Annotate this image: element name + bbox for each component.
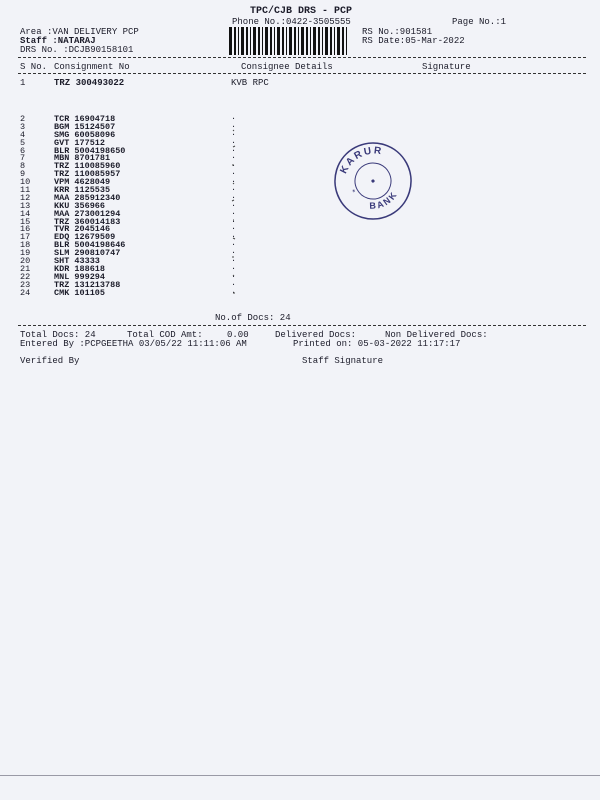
row-consignment-number: EDQ 12679509 [54,232,116,243]
row-consignment-number: BLR 5004198650 [54,145,126,156]
row-dot-mark: . [231,143,237,154]
row-dot-mark: . [231,230,237,241]
row-dot-mark: . [231,175,237,186]
row-consignment-number: MAA 285912340 [54,192,121,203]
row-dot-mark: . [231,198,237,209]
staff-label: Staff :NATARAJ [20,36,96,46]
column-consignee: Consignee Details [241,62,333,72]
row-dot-mark: . [231,135,237,146]
barcode-bar [298,27,299,55]
row-consignment-number: SHT 43333 [54,256,100,267]
row-consignment-number: KDR 188618 [54,263,106,274]
row-sno: 21 [20,263,31,274]
row-sno: 2 [20,114,26,124]
row-consignment-number: SMG 60058096 [54,129,116,140]
page-number: Page No.:1 [452,17,507,27]
non-delivered-docs: Non Delivered Docs: [385,330,488,340]
column-sno: S No. [20,62,48,72]
row-dot-mark: . [231,190,237,201]
row-sno: 14 [20,208,31,219]
document-title: TPC/CJB DRS - PCP [250,6,353,17]
row-consignment-number: BLR 5004198646 [54,240,126,251]
row-sno: 15 [20,216,31,227]
svg-text:*: * [350,188,360,199]
barcode-bar [337,27,340,55]
barcode-bar [262,27,263,55]
row-dot-mark: . [231,285,237,296]
barcode-bar [313,27,316,55]
row-consignment-number: MBN 8701781 [54,153,111,164]
barcode-bar [310,27,311,55]
barcode-bar [334,27,335,55]
row-dot-mark: . [231,261,237,272]
row-dot-mark: . [231,238,237,249]
row-sno: 3 [20,121,26,132]
header-divider [18,57,586,58]
verified-by: Verified By [20,356,80,366]
barcode-bar [258,27,260,55]
barcode [229,27,351,55]
barcode-bar [253,27,256,55]
column-consignment: Consignment No [54,62,130,72]
row-consignment-number: KRR 1125535 [54,185,111,196]
entered-by: Entered By :PCPGEETHA 03/05/22 11:11:06 AM [20,339,247,349]
bank-stamp [332,140,414,222]
row-dot-mark: . [231,254,237,265]
drs-number: DRS No. :DCJB90158101 [20,45,134,55]
barcode-bar [241,27,244,55]
row-dot-mark: . [231,127,237,138]
staff-signature: Staff Signature [302,356,384,366]
row-sno: 4 [20,129,26,140]
row-1-consignment: TRZ 300493022 [54,78,125,88]
phone-number: Phone No.:0422-3505555 [232,17,351,27]
signature-scribble [228,125,242,305]
row-consignment-number: TRZ 360014183 [54,216,121,227]
row-sno: 18 [20,240,31,251]
row-consignment-number: TCR 16904718 [54,114,116,124]
row-consignment-number: VPM 4628049 [54,177,111,188]
column-signature: Signature [422,62,471,72]
barcode-bar [294,27,296,55]
row-sno: 8 [20,161,26,172]
barcode-bar [289,27,292,55]
barcode-bar [282,27,284,55]
stamp-bottom-text: BANK [369,188,400,211]
stamp-top-text: KARUR [338,145,384,176]
row-dot-mark: . [231,112,237,122]
row-consignment-number: MAA 273001294 [54,208,121,219]
scan-edge-line [0,775,600,776]
row-dot-mark: . [231,151,237,162]
barcode-bar [306,27,308,55]
row-consignment-number: TVR 2045146 [54,224,111,235]
barcode-bar [246,27,248,55]
row-consignment-number: KKU 356966 [54,200,106,211]
row-consignment-number: TRZ 110085960 [54,161,121,172]
row-sno: 23 [20,279,31,290]
rs-date: RS Date:05-Mar-2022 [362,36,465,46]
row-sno: 6 [20,145,26,156]
barcode-bar [286,27,287,55]
row-sno: 12 [20,192,31,203]
row-dot-mark: . [231,277,237,288]
barcode-bar [325,27,328,55]
barcode-bar [301,27,304,55]
row-sno: 24 [20,287,31,298]
barcode-bar [322,27,323,55]
barcode-bar [318,27,320,55]
barcode-bar [234,27,236,55]
row-sno: 20 [20,256,31,267]
summary-divider [18,325,586,326]
row-dot-mark: . [231,183,237,194]
row-dot-mark: . [231,167,237,178]
row-dot-mark: . [231,206,237,217]
barcode-bar [277,27,280,55]
row-dot-mark: . [231,222,237,233]
row-sno: 11 [20,185,31,196]
barcode-bar [346,27,347,55]
row-1-sno: 1 [20,78,26,88]
row-dot-mark: . [231,214,237,225]
barcode-bar [238,27,239,55]
row-consignment-number: BGM 15124507 [54,121,116,132]
row-sno: 10 [20,177,31,188]
barcode-bar [265,27,268,55]
delivered-docs: Delivered Docs: [275,330,357,340]
barcode-bar [229,27,232,55]
barcode-bar [330,27,332,55]
row-dot-mark: . [231,159,237,170]
row-sno: 13 [20,200,31,211]
columns-divider [18,73,586,74]
row-sno: 5 [20,137,26,148]
row-sno: 7 [20,153,26,164]
row-consignment-number: MNL 999294 [54,271,106,282]
total-docs: Total Docs: 24 [20,330,96,340]
total-cod-value: 0.00 [227,330,249,340]
row-sno: 22 [20,271,31,282]
row-dot-mark: . [231,269,237,280]
rs-number: RS No.:901581 [362,27,433,37]
barcode-bar [250,27,251,55]
row-sno: 17 [20,232,31,243]
barcode-bar [342,27,344,55]
row-dot-mark: . [231,246,237,257]
no-of-docs: No.of Docs: 24 [215,313,291,323]
row-consignment-number: TRZ 110085957 [54,169,121,180]
row-sno: 19 [20,248,31,259]
barcode-bar [274,27,275,55]
barcode-bar [270,27,272,55]
total-cod-label: Total COD Amt: [127,330,203,340]
row-sno: 9 [20,169,26,180]
row-consignment-number: CMK 101105 [54,287,106,298]
row-consignment-number: GVT 177512 [54,137,106,148]
row-sno: 16 [20,224,31,235]
row-dot-mark: . [231,119,237,130]
printed-on: Printed on: 05-03-2022 11:17:17 [293,339,461,349]
row-consignment-number: SLM 290810747 [54,248,121,259]
row-consignment-number: TRZ 131213788 [54,279,121,290]
area-label: Area :VAN DELIVERY PCP [20,27,139,37]
row-1-consignee: KVB RPC [231,78,269,88]
